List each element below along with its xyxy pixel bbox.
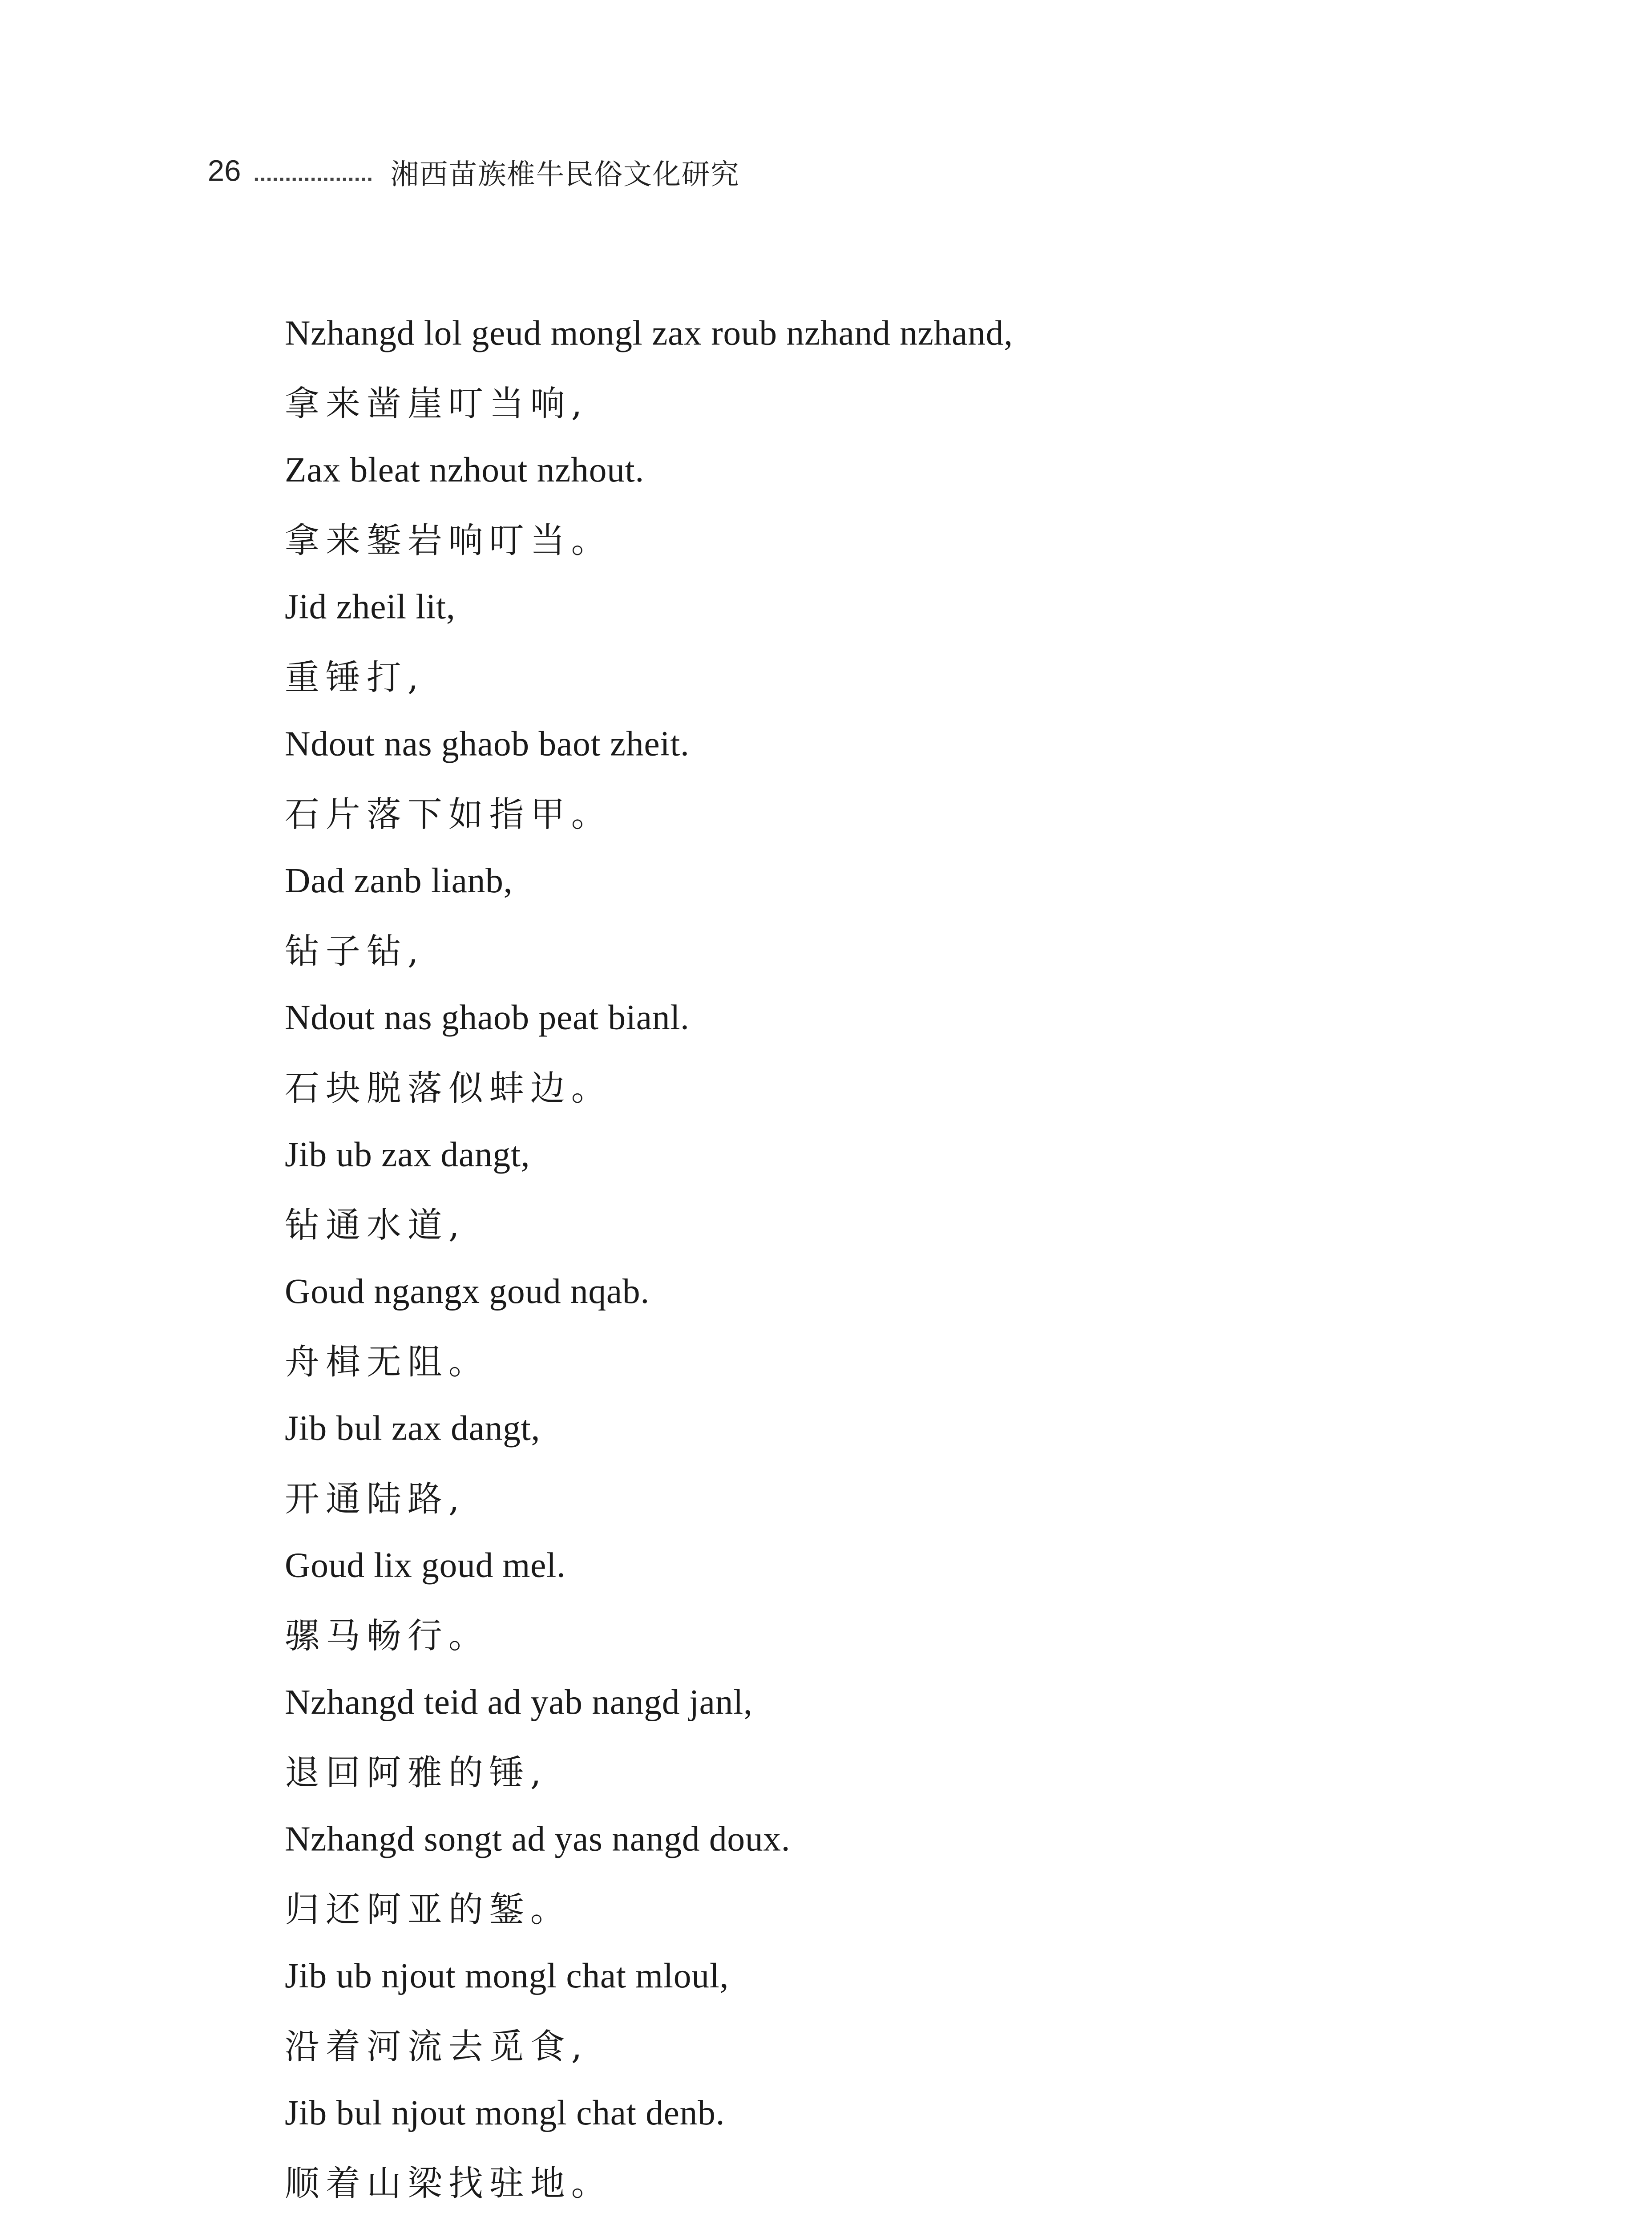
miao-line: Ndout nas ghaob baot zheit. bbox=[285, 723, 690, 763]
running-head bbox=[208, 151, 740, 195]
chinese-line: 沿着河流去觅食, bbox=[285, 2028, 589, 2067]
miao-line: Jib ub njout mongl chat mloul, bbox=[285, 1955, 729, 1995]
chinese-line: 钻子钻, bbox=[285, 933, 425, 972]
miao-line: Nzhangd lol geud mongl zax roub nzhand nzhand, bbox=[285, 312, 1013, 352]
book-title: 湘西苗族椎牛民俗文化研究 bbox=[390, 159, 740, 192]
miao-line: Ndout nas ghaob peat bianl. bbox=[285, 997, 690, 1037]
miao-line: Nzhangd songt ad yas nangd doux. bbox=[285, 1818, 791, 1858]
chinese-line: 钻通水道, bbox=[285, 1206, 466, 1246]
miao-line: Goud lix goud mel. bbox=[285, 1545, 566, 1585]
chinese-line: 石片落下如指甲。 bbox=[285, 796, 612, 835]
dot-leader bbox=[255, 175, 372, 181]
verse-text bbox=[285, 299, 1013, 2216]
chinese-line: 拿来錾岩响叮当。 bbox=[285, 522, 612, 562]
chinese-line: 舟楫无阻。 bbox=[285, 1343, 489, 1383]
miao-line: Goud ngangx goud nqab. bbox=[285, 1271, 650, 1311]
chinese-line: 归还阿亚的錾。 bbox=[285, 1891, 571, 1931]
miao-line: Nzhangd teid ad yab nangd janl, bbox=[285, 1682, 753, 1721]
miao-line: Jib bul njout mongl chat denb. bbox=[285, 2092, 725, 2132]
page-number: 26 bbox=[207, 156, 241, 189]
chinese-line: 重锤打, bbox=[285, 659, 425, 699]
miao-line: Dad zanb lianb, bbox=[285, 860, 513, 900]
chinese-line: 石块脱落似蚌边。 bbox=[285, 1069, 612, 1109]
miao-line: Zax bleat nzhout nzhout. bbox=[285, 449, 645, 489]
miao-line: Jib ub zax dangt, bbox=[285, 1134, 530, 1174]
chinese-line: 开通陆路, bbox=[285, 1480, 466, 1520]
chinese-line: 顺着山梁找驻地。 bbox=[285, 2164, 612, 2205]
chinese-line: 退回阿雅的锤, bbox=[285, 1754, 548, 1794]
chinese-line: 拿来凿崖叮当响, bbox=[285, 385, 589, 425]
miao-line: Jib bul zax dangt, bbox=[285, 1408, 541, 1448]
miao-line: Jid zheil lit, bbox=[285, 587, 456, 626]
chinese-line: 骡马畅行。 bbox=[285, 1617, 489, 1657]
